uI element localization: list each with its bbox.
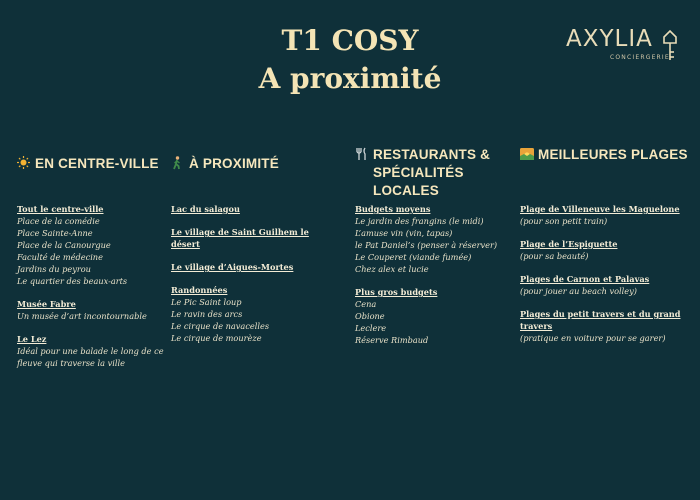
list-item: Chez alex et lucie <box>355 264 429 274</box>
list-group <box>171 284 336 344</box>
group-title: Plages du petit travers et du grand travers <box>520 309 681 331</box>
list-group <box>171 226 336 250</box>
sun-icon <box>17 156 31 174</box>
list-group <box>355 286 515 346</box>
list-item: Le quartier des beaux-arts <box>17 276 128 286</box>
group-title: Plage de Villeneuve les Maguelone <box>520 204 680 214</box>
list-item: (pour jouer au beach volley) <box>520 286 637 296</box>
group-title: Plages de Carnon et Palavas <box>520 274 650 284</box>
group-title: Budgets moyens <box>355 204 431 214</box>
list-item: Le Pic Saint loup <box>171 297 242 307</box>
list-group <box>17 203 167 287</box>
page-title-line1: T1 COSY <box>281 24 419 57</box>
group-title: Plus gros budgets <box>355 287 438 297</box>
column-heading-text: À PROXIMITÉ <box>189 156 279 171</box>
logo-subtitle: CONCIERGERIE <box>610 54 670 61</box>
list-item: Place Sainte-Anne <box>17 228 93 238</box>
group-title: Musée Fabre <box>17 299 76 309</box>
list-item: (pour sa beauté) <box>520 251 589 261</box>
list-item: le Pat Daniel’s (penser à réserver) <box>355 240 498 250</box>
list-item: (pratique en voiture pour se garer) <box>520 333 666 343</box>
sunrise-picture-icon <box>520 147 534 165</box>
list-item: Le ravin des arcs <box>171 309 243 319</box>
group-title: Le village de Saint Guilhem le désert <box>171 227 309 249</box>
list-item: Cena <box>355 299 377 309</box>
column-heading <box>520 146 690 165</box>
column-heading-text: EN CENTRE-VILLE <box>35 156 159 171</box>
list-item: Le Couperet (viande fumée) <box>355 252 472 262</box>
column-plages <box>520 146 690 343</box>
group-title: Le Lez <box>17 334 47 344</box>
page-title-line2: A proximité <box>258 62 442 95</box>
fork-knife-icon <box>355 147 369 166</box>
column-heading-text: RESTAURANTS & SPÉCIALITÉS LOCALES <box>373 147 491 198</box>
list-item: Obione <box>355 311 385 321</box>
list-group <box>171 203 336 215</box>
list-item: Jardins du peyrou <box>17 264 91 274</box>
list-item: Faculté de médecine <box>17 252 103 262</box>
group-title: Tout le centre-ville <box>17 204 104 214</box>
list-item: Le cirque de navacelles <box>171 321 270 331</box>
logo <box>562 26 682 66</box>
list-item: Le jardin des frangins (le midi) <box>355 216 484 226</box>
list-item: Leclere <box>355 323 387 333</box>
list-group <box>520 308 690 344</box>
list-item: Un musée d’art incontournable <box>17 311 147 321</box>
walking-person-icon <box>171 156 185 175</box>
list-item: (pour son petit train) <box>520 216 608 226</box>
list-item: Place de la comédie <box>17 216 100 226</box>
list-item: L’amuse vin (vin, tapas) <box>355 228 453 238</box>
column-heading-text: MEILLEURES PLAGES <box>538 147 688 162</box>
list-group <box>17 298 167 322</box>
column-heading <box>171 155 336 175</box>
group-title: Randonnées <box>171 285 228 295</box>
list-group <box>355 203 515 275</box>
group-title: Le village d’Aigues-Mortes <box>171 262 294 272</box>
list-item: Idéal pour une balade le long de ce fleuve qui traverse la ville <box>17 346 164 368</box>
column-heading <box>17 155 167 174</box>
group-title: Plage de l’Espiguette <box>520 239 618 249</box>
list-group <box>520 238 690 262</box>
list-item: Le cirque de mourèze <box>171 333 262 343</box>
column-centre-ville <box>17 146 167 368</box>
group-title: Lac du salagou <box>171 204 240 214</box>
list-item: Réserve Rimbaud <box>355 335 429 345</box>
list-group <box>17 333 167 369</box>
list-group <box>520 273 690 297</box>
column-heading <box>355 146 515 200</box>
list-item: Place de la Canourgue <box>17 240 111 250</box>
column-a-proximite <box>171 146 336 343</box>
column-restaurants <box>355 146 515 345</box>
key-icon <box>662 28 678 62</box>
list-group <box>171 261 336 273</box>
logo-name: AXYLIA <box>566 26 653 52</box>
list-group <box>520 203 690 227</box>
